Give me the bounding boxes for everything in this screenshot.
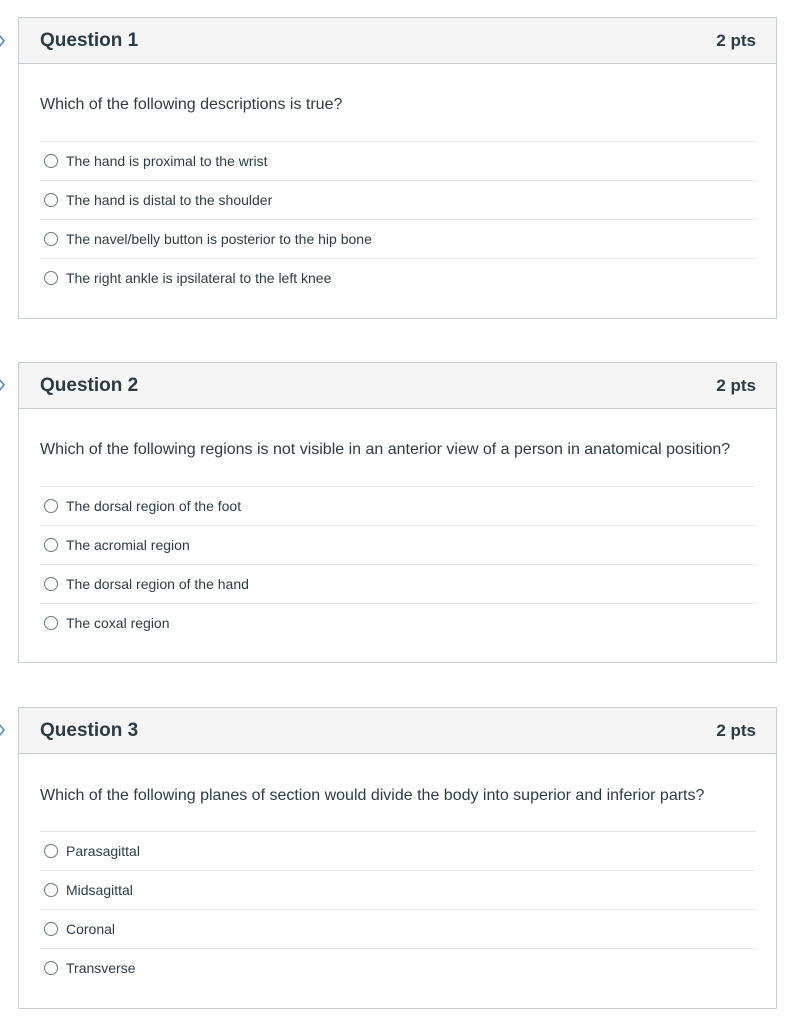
answer-option[interactable] — [40, 871, 756, 910]
answer-option[interactable] — [40, 487, 756, 526]
question-header — [19, 18, 776, 64]
question-card-1 — [18, 17, 777, 319]
flag-question-icon[interactable] — [0, 377, 7, 393]
answer-label: The hand is proximal to the wrist — [66, 153, 268, 169]
radio-button[interactable] — [44, 271, 58, 285]
question-text: Which of the following regions is not visible in an anterior view of a person in anatomical position? — [40, 441, 731, 458]
question-card-2 — [18, 362, 777, 663]
answer-option[interactable] — [40, 220, 756, 259]
question-text: Which of the following descriptions is true? — [40, 96, 343, 113]
answer-list — [40, 486, 756, 642]
answer-list — [40, 831, 756, 987]
answer-label: The coxal region — [66, 615, 170, 631]
question-title: Question 2 — [40, 374, 139, 396]
answer-option[interactable] — [40, 832, 756, 871]
answer-option[interactable] — [40, 526, 756, 565]
answer-label: The right ankle is ipsilateral to the left knee — [66, 270, 332, 286]
answer-label: The hand is distal to the shoulder — [66, 192, 273, 208]
radio-button[interactable] — [44, 193, 58, 207]
question-title: Question 1 — [40, 29, 139, 51]
question-header — [19, 708, 776, 754]
radio-button[interactable] — [44, 922, 58, 936]
question-title: Question 3 — [40, 719, 139, 741]
answer-option[interactable] — [40, 910, 756, 949]
answer-label: The navel/belly button is posterior to the hip bone — [66, 231, 372, 247]
question-points: 2 pts — [716, 720, 756, 740]
answer-label: Midsagittal — [66, 882, 133, 898]
radio-button[interactable] — [44, 538, 58, 552]
answer-label: The acromial region — [66, 537, 190, 553]
answer-option[interactable] — [40, 565, 756, 604]
question-card-3 — [18, 707, 777, 1009]
answer-label: Transverse — [66, 960, 136, 976]
radio-button[interactable] — [44, 154, 58, 168]
answer-option[interactable] — [40, 181, 756, 220]
answer-label: Coronal — [66, 921, 116, 937]
answer-option[interactable] — [40, 949, 756, 987]
question-points: 2 pts — [716, 375, 756, 395]
radio-button[interactable] — [44, 577, 58, 591]
radio-button[interactable] — [44, 844, 58, 858]
flag-question-icon[interactable] — [0, 33, 7, 49]
question-points: 2 pts — [716, 30, 756, 50]
flag-question-icon[interactable] — [0, 722, 7, 738]
radio-button[interactable] — [44, 961, 58, 975]
answer-label: The dorsal region of the foot — [66, 498, 242, 514]
answer-option[interactable] — [40, 142, 756, 181]
radio-button[interactable] — [44, 499, 58, 513]
answer-option[interactable] — [40, 604, 756, 642]
answer-label: The dorsal region of the hand — [66, 576, 249, 592]
radio-button[interactable] — [44, 616, 58, 630]
radio-button[interactable] — [44, 232, 58, 246]
answer-label: Parasagittal — [66, 843, 140, 859]
question-header — [19, 363, 776, 409]
radio-button[interactable] — [44, 883, 58, 897]
answer-list — [40, 141, 756, 297]
answer-option[interactable] — [40, 259, 756, 297]
question-text: Which of the following planes of section would divide the body into superior and inferior parts? — [40, 787, 705, 804]
